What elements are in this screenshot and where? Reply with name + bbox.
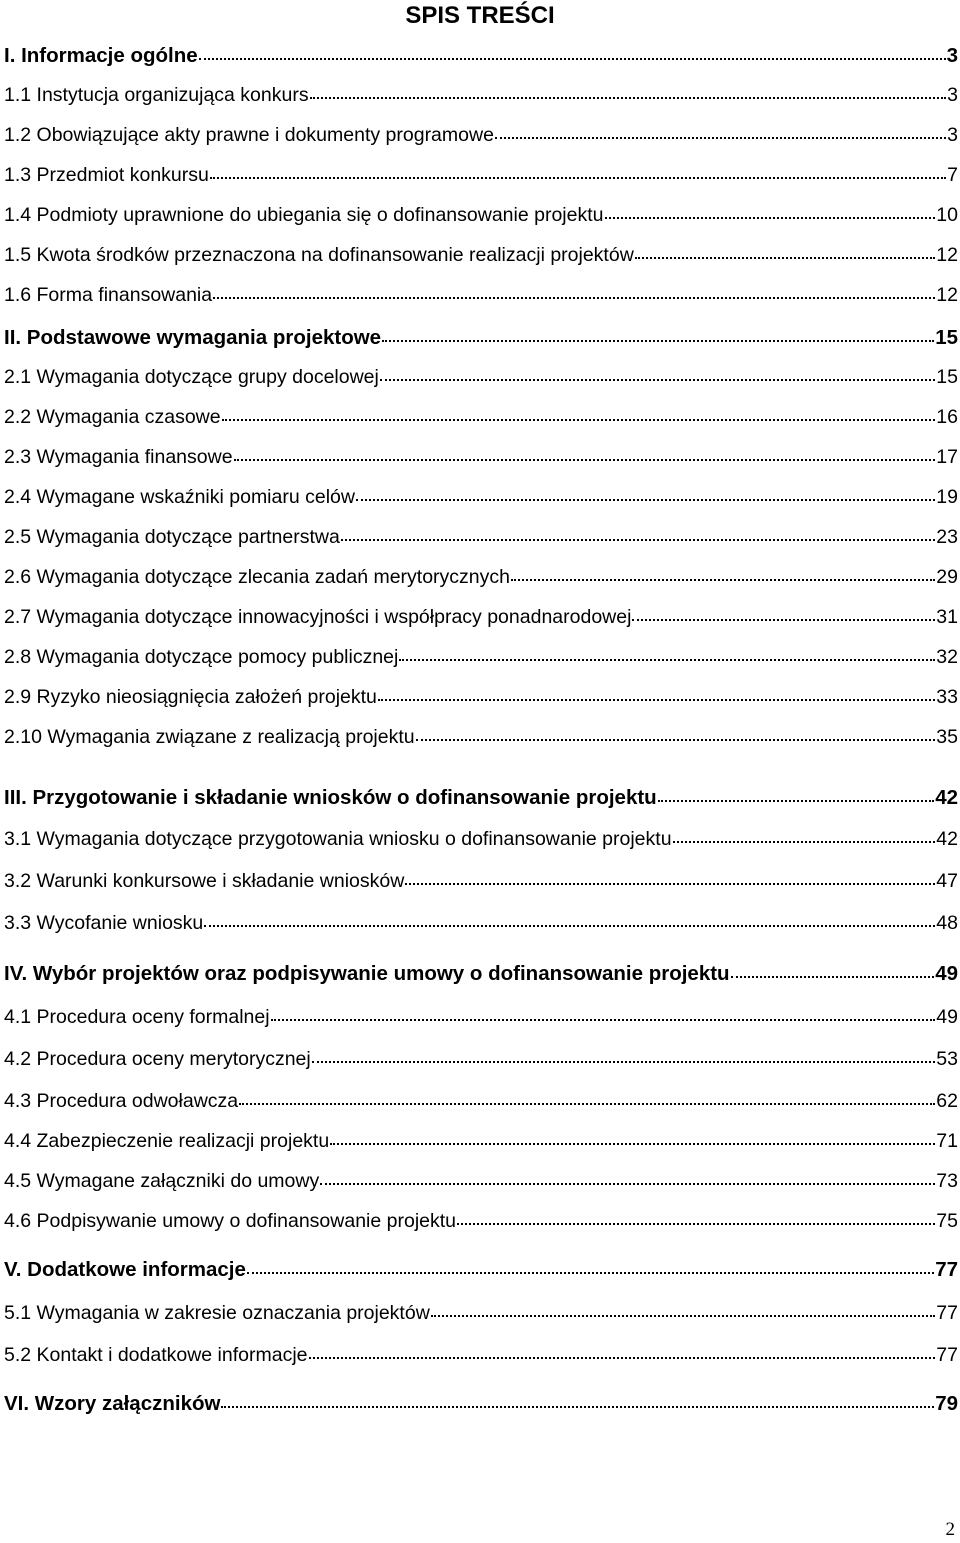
toc-dot-leader	[673, 841, 936, 843]
toc-dot-leader	[405, 883, 935, 885]
toc-entry-page-number: 79	[935, 1392, 958, 1415]
toc-dot-leader	[222, 419, 936, 421]
toc-dot-leader	[312, 1061, 936, 1063]
toc-entry-page-number: 49	[936, 1006, 958, 1028]
toc-entry-label: 4.5 Wymagane załączniki do umowy	[4, 1170, 320, 1192]
toc-entry-page-number: 77	[936, 1344, 958, 1366]
toc-entry-page-number: 16	[936, 406, 958, 428]
toc-subsection-entry[interactable]	[4, 204, 958, 232]
toc-dot-leader	[605, 217, 936, 219]
toc-subsection-entry[interactable]	[4, 686, 958, 714]
toc-section-entry[interactable]	[4, 1258, 958, 1286]
toc-entry-label: 1.4 Podmioty uprawnione do ubiegania się o dofinansowanie projektu	[4, 204, 604, 226]
toc-subsection-entry[interactable]	[4, 284, 958, 312]
toc-entry-page-number: 19	[936, 486, 958, 508]
toc-dot-leader	[632, 619, 935, 621]
toc-entry-page-number: 77	[936, 1302, 958, 1324]
toc-section-entry[interactable]	[4, 786, 958, 814]
toc-entry-page-number: 3	[947, 124, 958, 146]
toc-dot-leader	[731, 976, 935, 978]
toc-section-entry[interactable]	[4, 44, 958, 72]
toc-entry-label: 4.2 Procedura oceny merytorycznej	[4, 1048, 311, 1070]
toc-subsection-entry[interactable]	[4, 870, 958, 898]
toc-dot-leader	[511, 579, 935, 581]
toc-subsection-entry[interactable]	[4, 366, 958, 394]
toc-dot-leader	[431, 1315, 936, 1317]
toc-entry-label: 5.2 Kontakt i dodatkowe informacje	[4, 1344, 308, 1366]
toc-dot-leader	[310, 97, 947, 99]
toc-subsection-entry[interactable]	[4, 1048, 958, 1076]
toc-entry-label: 2.1 Wymagania dotyczące grupy docelowej	[4, 366, 379, 388]
toc-entry-label: 4.4 Zabezpieczenie realizacji projektu	[4, 1130, 330, 1152]
page-number: 2	[945, 1519, 955, 1540]
toc-entry-page-number: 42	[936, 828, 958, 850]
toc-entry-label: 2.4 Wymagane wskaźniki pomiaru celów	[4, 486, 355, 508]
toc-entry-page-number: 32	[936, 646, 958, 668]
toc-dot-leader	[457, 1223, 935, 1225]
toc-entry-page-number: 10	[936, 204, 958, 226]
toc-entry-page-number: 35	[936, 726, 958, 748]
toc-subsection-entry[interactable]	[4, 606, 958, 634]
toc-subsection-entry[interactable]	[4, 1170, 958, 1198]
toc-dot-leader	[221, 1406, 934, 1408]
toc-subsection-entry[interactable]	[4, 526, 958, 554]
toc-entry-label: 2.2 Wymagania czasowe	[4, 406, 221, 428]
toc-entry-page-number: 15	[936, 366, 958, 388]
toc-subsection-entry[interactable]	[4, 1344, 958, 1372]
toc-subsection-entry[interactable]	[4, 646, 958, 674]
toc-entry-label: 1.1 Instytucja organizująca konkurs	[4, 84, 309, 106]
toc-entry-label: IV. Wybór projektów oraz podpisywanie umowy o dofinansowanie projektu	[4, 962, 730, 985]
toc-entry-page-number: 47	[936, 870, 958, 892]
toc-entry-page-number: 12	[936, 244, 958, 266]
toc-entry-page-number: 29	[936, 566, 958, 588]
toc-dot-leader	[382, 340, 934, 342]
toc-subsection-entry[interactable]	[4, 406, 958, 434]
toc-dot-leader	[247, 1272, 934, 1274]
toc-dot-leader	[271, 1019, 936, 1021]
toc-dot-leader	[239, 1103, 935, 1105]
toc-dot-leader	[234, 459, 936, 461]
toc-entry-label: 2.8 Wymagania dotyczące pomocy publicznej	[4, 646, 399, 668]
page-title: SPIS TREŚCI	[405, 2, 555, 29]
toc-entry-label: 2.7 Wymagania dotyczące innowacyjności i współpracy ponadnarodowej	[4, 606, 632, 628]
toc-section-entry[interactable]	[4, 962, 958, 990]
toc-subsection-entry[interactable]	[4, 486, 958, 514]
toc-entry-page-number: 33	[936, 686, 958, 708]
toc-dot-leader	[213, 297, 935, 299]
toc-entry-page-number: 53	[936, 1048, 958, 1070]
toc-entry-label: 2.6 Wymagania dotyczące zlecania zadań merytorycznych	[4, 566, 510, 588]
toc-entry-label: 4.1 Procedura oceny formalnej	[4, 1006, 270, 1028]
toc-entry-label: 2.9 Ryzyko nieosiągnięcia założeń projektu	[4, 686, 377, 708]
toc-entry-page-number: 75	[936, 1210, 958, 1232]
toc-subsection-entry[interactable]	[4, 1006, 958, 1034]
toc-subsection-entry[interactable]	[4, 912, 958, 940]
toc-entry-label: 5.1 Wymagania w zakresie oznaczania projektów	[4, 1302, 430, 1324]
toc-dot-leader	[380, 379, 935, 381]
toc-entry-page-number: 62	[936, 1090, 958, 1112]
toc-subsection-entry[interactable]	[4, 446, 958, 474]
toc-entry-page-number: 49	[935, 962, 958, 985]
toc-entry-page-number: 31	[936, 606, 958, 628]
toc-entry-page-number: 48	[936, 912, 958, 934]
toc-section-entry[interactable]	[4, 1392, 958, 1420]
toc-entry-page-number: 7	[947, 164, 958, 186]
toc-entry-label: 3.2 Warunki konkursowe i składanie wniosków	[4, 870, 405, 892]
toc-dot-leader	[330, 1143, 935, 1145]
toc-subsection-entry[interactable]	[4, 244, 958, 272]
toc-subsection-entry[interactable]	[4, 1210, 958, 1238]
toc-entry-page-number: 77	[935, 1258, 958, 1281]
toc-dot-leader	[658, 800, 934, 802]
toc-entry-page-number: 23	[936, 526, 958, 548]
toc-dot-leader	[356, 499, 935, 501]
toc-subsection-entry[interactable]	[4, 828, 958, 856]
toc-entry-label: 1.2 Obowiązujące akty prawne i dokumenty programowe	[4, 124, 494, 146]
toc-entry-label: 1.5 Kwota środków przeznaczona na dofinansowanie realizacji projektów	[4, 244, 634, 266]
toc-dot-leader	[341, 539, 935, 541]
toc-entry-page-number: 17	[936, 446, 958, 468]
toc-entry-label: 3.3 Wycofanie wniosku	[4, 912, 204, 934]
toc-subsection-entry[interactable]	[4, 164, 958, 192]
toc-dot-leader	[210, 177, 946, 179]
toc-entry-label: 2.3 Wymagania finansowe	[4, 446, 233, 468]
toc-subsection-entry[interactable]	[4, 84, 958, 112]
toc-entry-page-number: 71	[936, 1130, 958, 1152]
toc-entry-label: VI. Wzory załączników	[4, 1392, 221, 1415]
toc-dot-leader	[320, 1183, 935, 1185]
toc-dot-leader	[399, 659, 935, 661]
toc-dot-leader	[378, 699, 935, 701]
toc-subsection-entry[interactable]	[4, 1090, 958, 1118]
toc-entry-label: III. Przygotowanie i składanie wniosków o dofinansowanie projektu	[4, 786, 657, 809]
toc-dot-leader	[309, 1357, 936, 1359]
toc-entry-label: 1.3 Przedmiot konkursu	[4, 164, 209, 186]
toc-entry-label: 2.5 Wymagania dotyczące partnerstwa	[4, 526, 340, 548]
toc-entry-label: 4.3 Procedura odwoławcza	[4, 1090, 239, 1112]
toc-subsection-entry[interactable]	[4, 124, 958, 152]
toc-entry-page-number: 73	[936, 1170, 958, 1192]
toc-entry-label: 3.1 Wymagania dotyczące przygotowania wniosku o dofinansowanie projektu	[4, 828, 672, 850]
toc-dot-leader	[199, 58, 946, 60]
toc-entry-label: I. Informacje ogólne	[4, 44, 198, 67]
toc-entry-page-number: 12	[936, 284, 958, 306]
toc-subsection-entry[interactable]	[4, 726, 958, 754]
toc-entry-page-number: 15	[935, 326, 958, 349]
toc-entry-page-number: 42	[935, 786, 958, 809]
toc-entry-label: 1.6 Forma finansowania	[4, 284, 213, 306]
toc-entry-page-number: 3	[946, 44, 958, 67]
toc-subsection-entry[interactable]	[4, 1302, 958, 1330]
toc-dot-leader	[204, 925, 935, 927]
toc-subsection-entry[interactable]	[4, 1130, 958, 1158]
toc-dot-leader	[635, 257, 936, 259]
toc-entry-label: V. Dodatkowe informacje	[4, 1258, 246, 1281]
toc-dot-leader	[416, 739, 936, 741]
toc-subsection-entry[interactable]	[4, 566, 958, 594]
toc-dot-leader	[495, 137, 946, 139]
toc-entry-label: 2.10 Wymagania związane z realizacją projektu	[4, 726, 415, 748]
toc-entry-label: 4.6 Podpisywanie umowy o dofinansowanie projektu	[4, 1210, 457, 1232]
toc-entry-page-number: 3	[947, 84, 958, 106]
toc-entry-label: II. Podstawowe wymagania projektowe	[4, 326, 382, 349]
toc-section-entry[interactable]	[4, 326, 958, 354]
